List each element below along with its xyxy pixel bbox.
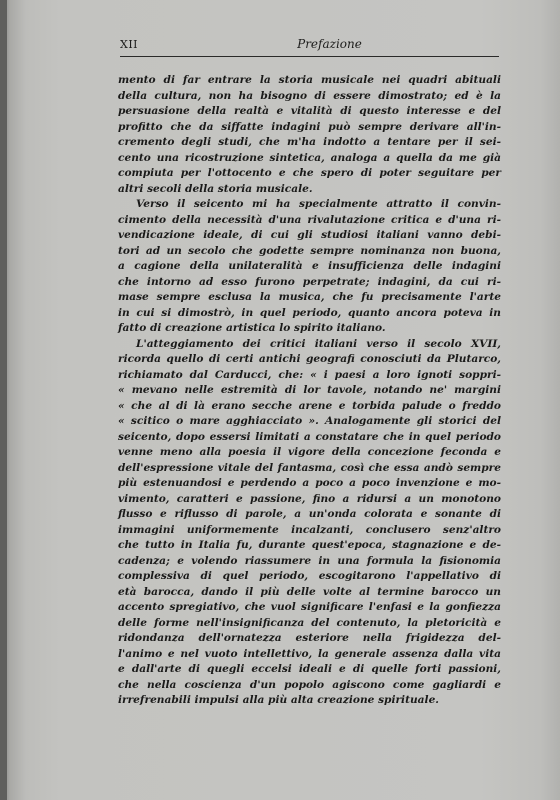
text-line: profitto che da siffatte indagini può sempre derivare all'in- xyxy=(118,120,501,133)
text-line: compiuta per l'ottocento e che spero di poter seguitare per xyxy=(118,167,501,179)
text-line: « scitico o mare agghiacciato ». Analogamente gli storici del xyxy=(118,415,501,427)
text-line: flusso e riflusso di parole, a un'onda colorata e sonante di xyxy=(118,508,501,520)
text-line: età barocca, dando il più delle volte al termine barocco un xyxy=(118,585,501,598)
text-line: Verso il seicento mi ha specialmente attratto il convin- xyxy=(136,198,501,210)
text-line: della cultura, non ha bisogno di essere dimostrato; ed è la xyxy=(118,89,501,102)
text-line: mento di far entrare la storia musicale nei quadri abituali xyxy=(118,74,501,86)
page-number: XII xyxy=(120,38,139,51)
text-line: vimento, caratteri e passione, fino a ridursi a un monotono xyxy=(118,492,501,505)
text-line: richiamato dal Carducci, che: « i paesi a loro ignoti soppri- xyxy=(118,368,501,381)
text-line: cadenza; e volendo riassumere in una formula la fisionomia xyxy=(118,554,501,567)
text-line: più estenuandosi e perdendo a poco a poco invenzione e mo- xyxy=(118,477,501,489)
text-line: dell'espressione vitale del fantasma, così che essa andò sempre xyxy=(118,461,501,474)
text-line: cento una ricostruzione sintetica, analoga a quella da me già xyxy=(118,151,501,164)
body-text xyxy=(118,73,501,709)
header-rule xyxy=(120,56,499,57)
text-line: venne meno alla poesia il vigore della concezione feconda e xyxy=(118,446,501,458)
text-line: a cagione della unilateralità e insufficienza delle indagini xyxy=(118,260,501,272)
text-line: irrefrenabili impulsi alla più alta creazione spirituale. xyxy=(118,694,439,706)
text-line: vendicazione ideale, di cui gli studiosi italiani vanno debi- xyxy=(118,229,501,241)
text-line: e dall'arte di quegli eccelsi ideali e di quelle forti passioni, xyxy=(118,663,501,675)
text-line: tori ad un secolo che godette sempre nominanza non buona, xyxy=(118,244,501,257)
text-line: accento spregiativo, che vuol significare l'enfasi e la gonfiezza xyxy=(118,601,501,613)
text-line: cremento degli studi, che m'ha indotto a tentare per il sei- xyxy=(118,136,501,148)
text-line: complessiva di quel periodo, escogitarono l'appellativo di xyxy=(118,570,501,582)
page-header xyxy=(120,38,499,58)
text-line: immagini uniformemente incalzanti, conclusero senz'altro xyxy=(118,523,501,536)
text-line: ricorda quello di certi antichi geografi conosciuti da Plutarco, xyxy=(118,353,501,365)
text-line: L'atteggiamento dei critici italiani verso il secolo XVII, xyxy=(136,337,501,350)
text-line: cimento della necessità d'una rivalutazione critica e d'una ri- xyxy=(118,213,501,226)
text-line: « che al di là erano secche arene e torbida palude o freddo xyxy=(118,399,501,412)
text-line: seicento, dopo essersi limitati a constatare che in quel periodo xyxy=(118,430,501,443)
text-line: persuasione della realtà e vitalità di questo interesse e del xyxy=(118,105,501,117)
running-title: Prefazione xyxy=(297,37,362,51)
page-gutter-shadow xyxy=(0,0,7,800)
text-line: fatto di creazione artistica lo spirito italiano. xyxy=(118,322,386,334)
text-line: altri secoli della storia musicale. xyxy=(118,182,313,195)
text-line: che nella coscienza d'un popolo agiscono come gagliardi e xyxy=(118,678,501,691)
text-line: « mevano nelle estremità di lor tavole, notando ne' margini xyxy=(118,384,501,396)
text-line: mase sempre esclusa la musica, che fu precisamente l'arte xyxy=(118,291,501,303)
text-line: che tutto in Italia fu, durante quest'epoca, stagnazione e de- xyxy=(118,539,501,551)
text-line: che intorno ad esso furono perpetrate; indagini, da cui ri- xyxy=(118,275,501,288)
text-line: delle forme nell'insignificanza del contenuto, la pletoricità e xyxy=(118,616,501,629)
text-line: ridondanza dell'ornatezza esteriore nella frigidezza del- xyxy=(118,632,501,644)
text-line: l'animo e nel vuoto intellettivo, la generale assenza dalla vita xyxy=(118,647,501,660)
text-line: in cui si dimostrò, in quel periodo, quanto ancora poteva in xyxy=(118,306,501,319)
